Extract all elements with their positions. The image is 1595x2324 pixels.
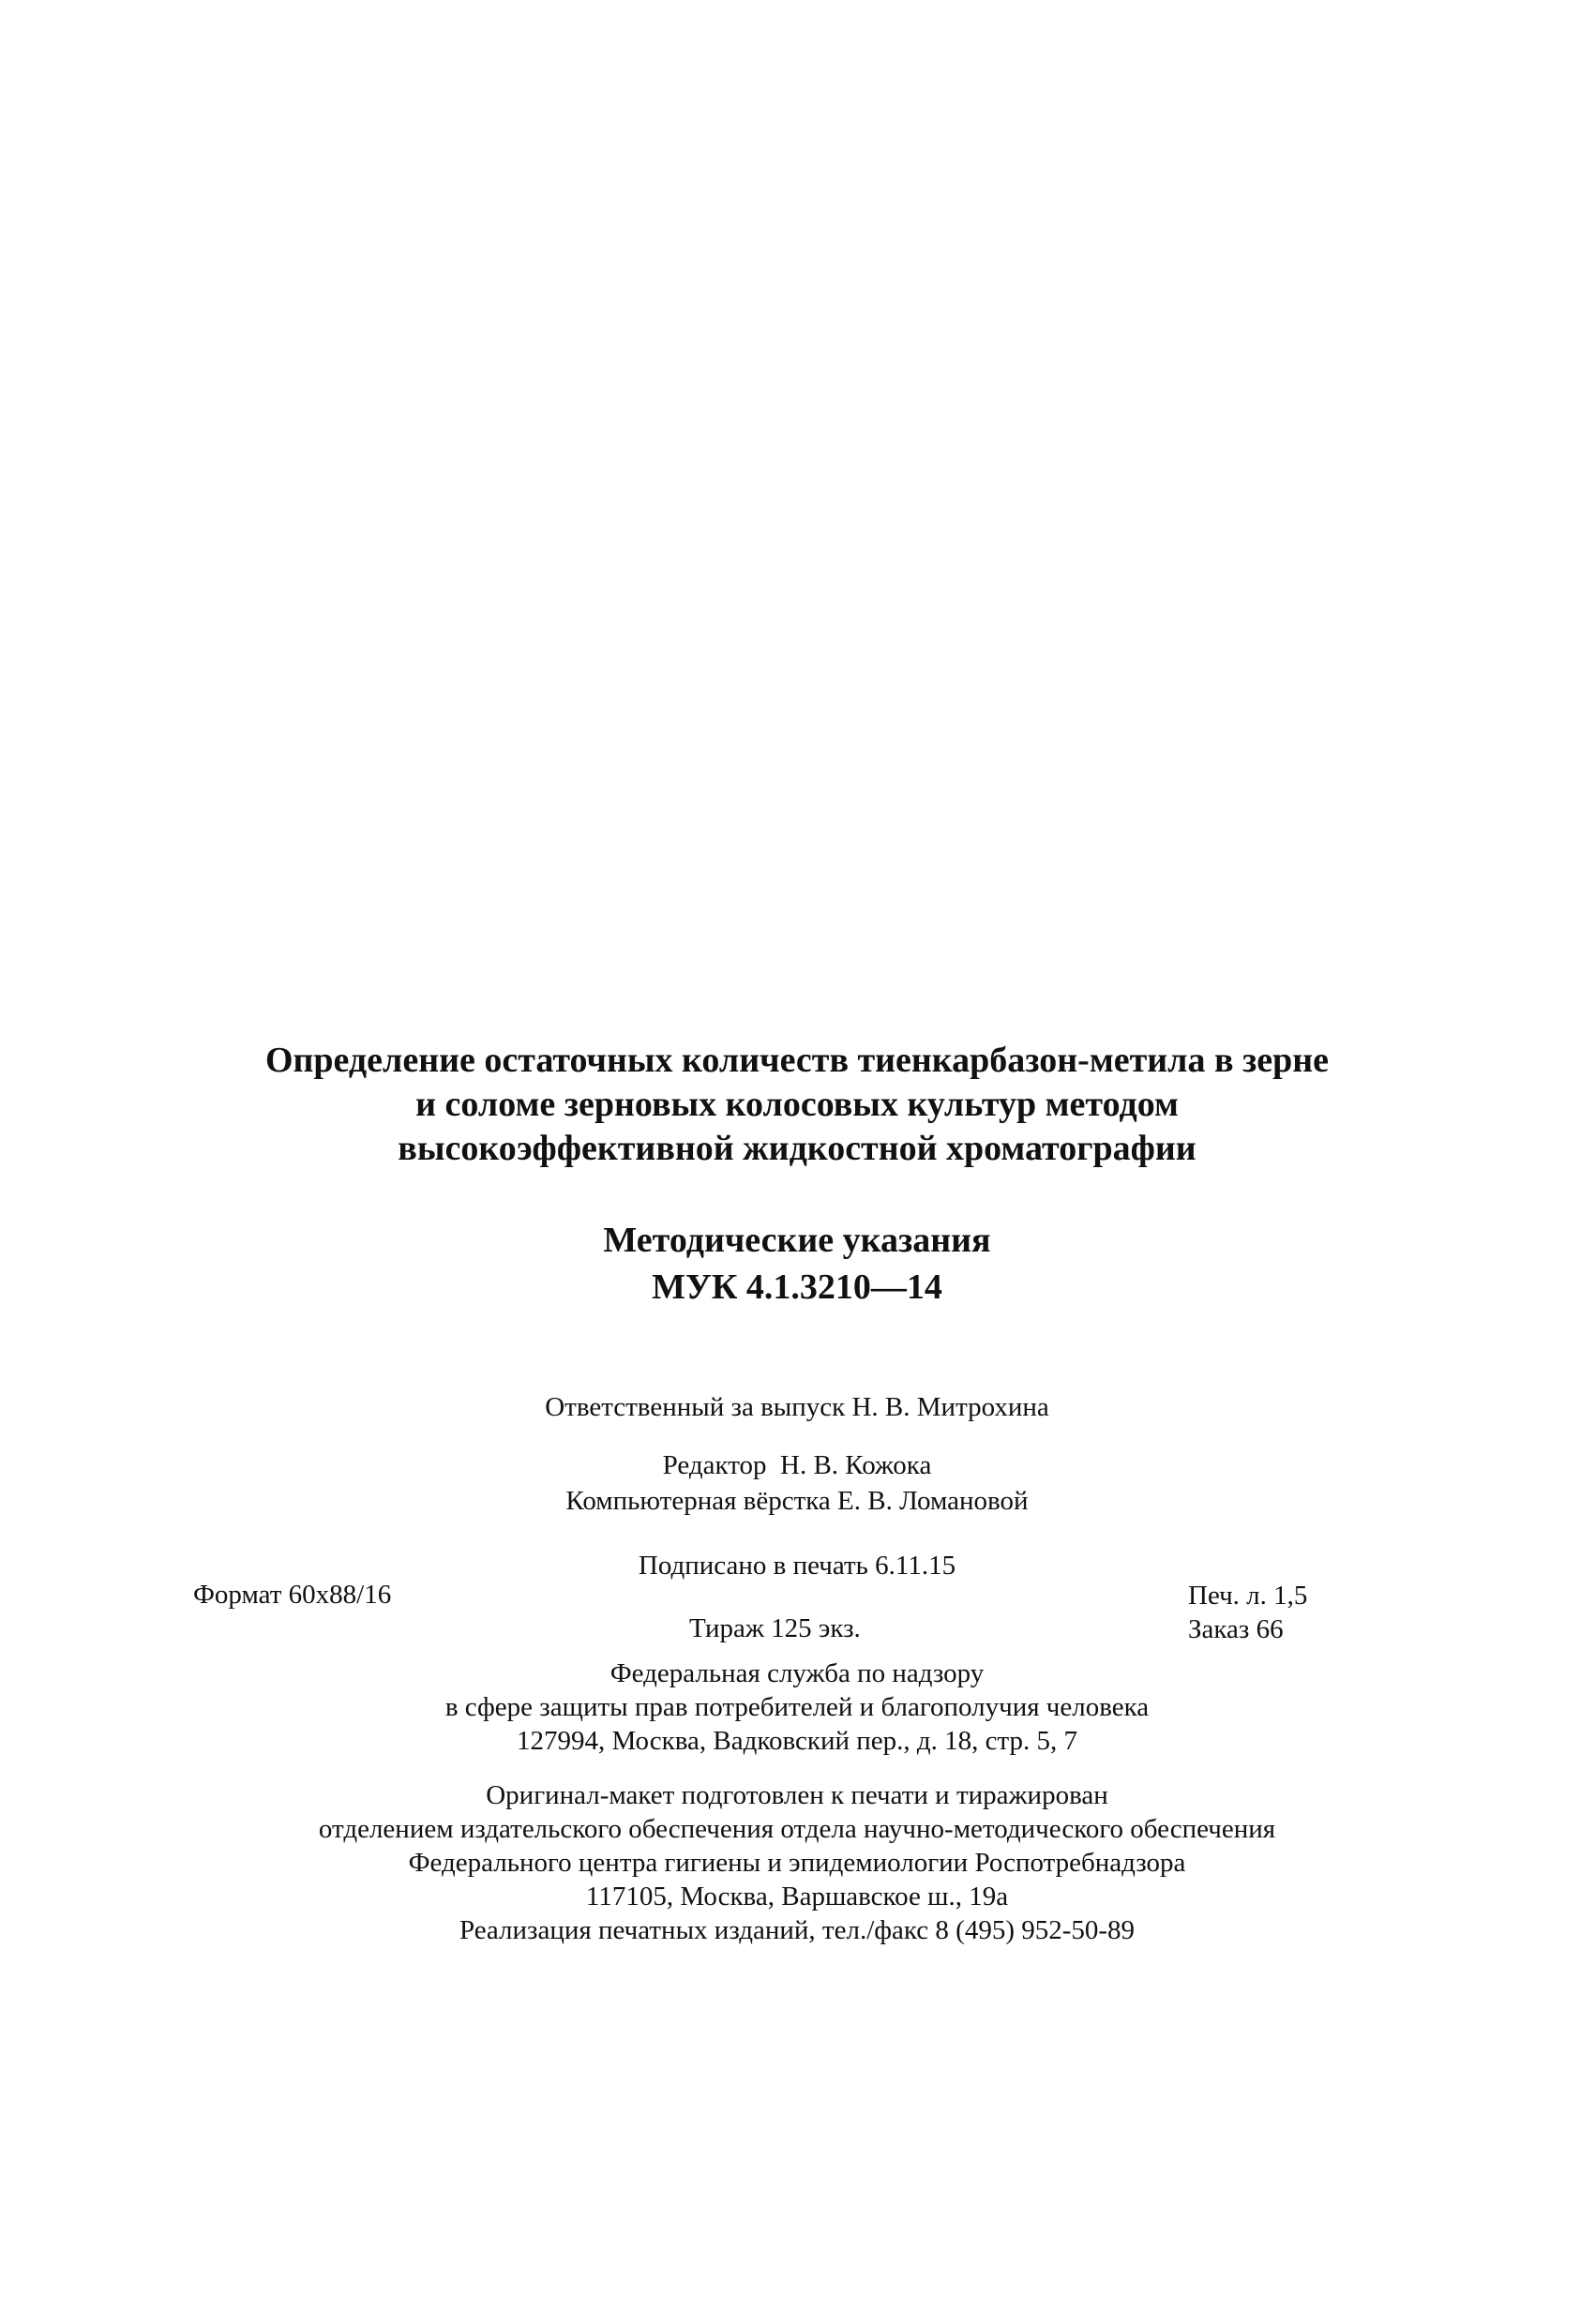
publisher-line-1: Федеральная служба по надзору [609,1658,985,1688]
printer-line-3: Федерального центра гигиены и эпидемиологии Роспотребнадзора [408,1848,1186,1878]
title-line-1: Определение остаточных количеств тиенкарбазон-метила в зерне [264,1041,1330,1080]
printer-block [141,1778,1453,1947]
document-type: Методические указания [603,1221,991,1260]
print-circulation: Тираж 125 экз. [689,1613,861,1643]
editor-credit: Редактор Н. В. Кожока [662,1450,932,1480]
document-subtitle [141,1217,1453,1311]
signed-to-print: Подписано в печать 6.11.15 [638,1551,956,1581]
publisher-address: 127994, Москва, Вадковский пер., д. 18, стр. 5, 7 [516,1726,1078,1756]
printer-line-2: отделением издательского обеспечения отдела научно-методического обеспечения [318,1814,1276,1844]
printed-sheets: Печ. л. 1,5 [1188,1581,1308,1611]
order-number: Заказ 66 [1188,1614,1284,1644]
layout-credit: Компьютерная вёрстка Е. В. Ломановой [565,1486,1029,1516]
printer-line-1: Оригинал-макет подготовлен к печати и тиражирован [486,1780,1108,1810]
title-line-3: высокоэффективной жидкостной хроматографии [398,1129,1196,1168]
print-format: Формат 60х88/16 [193,1580,392,1610]
publisher-line-2: в сфере защиты прав потребителей и благополучия человека [444,1692,1150,1722]
publisher-block [141,1657,1453,1758]
document-title [141,1039,1453,1171]
document-code: МУК 4.1.3210—14 [652,1267,942,1307]
sales-contact: Реализация печатных изданий, тел./факс 8 (495) 952-50-89 [459,1915,1136,1945]
editorial-credits [141,1447,1453,1519]
responsible-person: Ответственный за выпуск Н. В. Митрохина [545,1392,1049,1422]
title-line-2: и соломе зерновых колосовых культур методом [415,1085,1179,1124]
printer-address: 117105, Москва, Варшавское ш., 19а [585,1882,1009,1912]
